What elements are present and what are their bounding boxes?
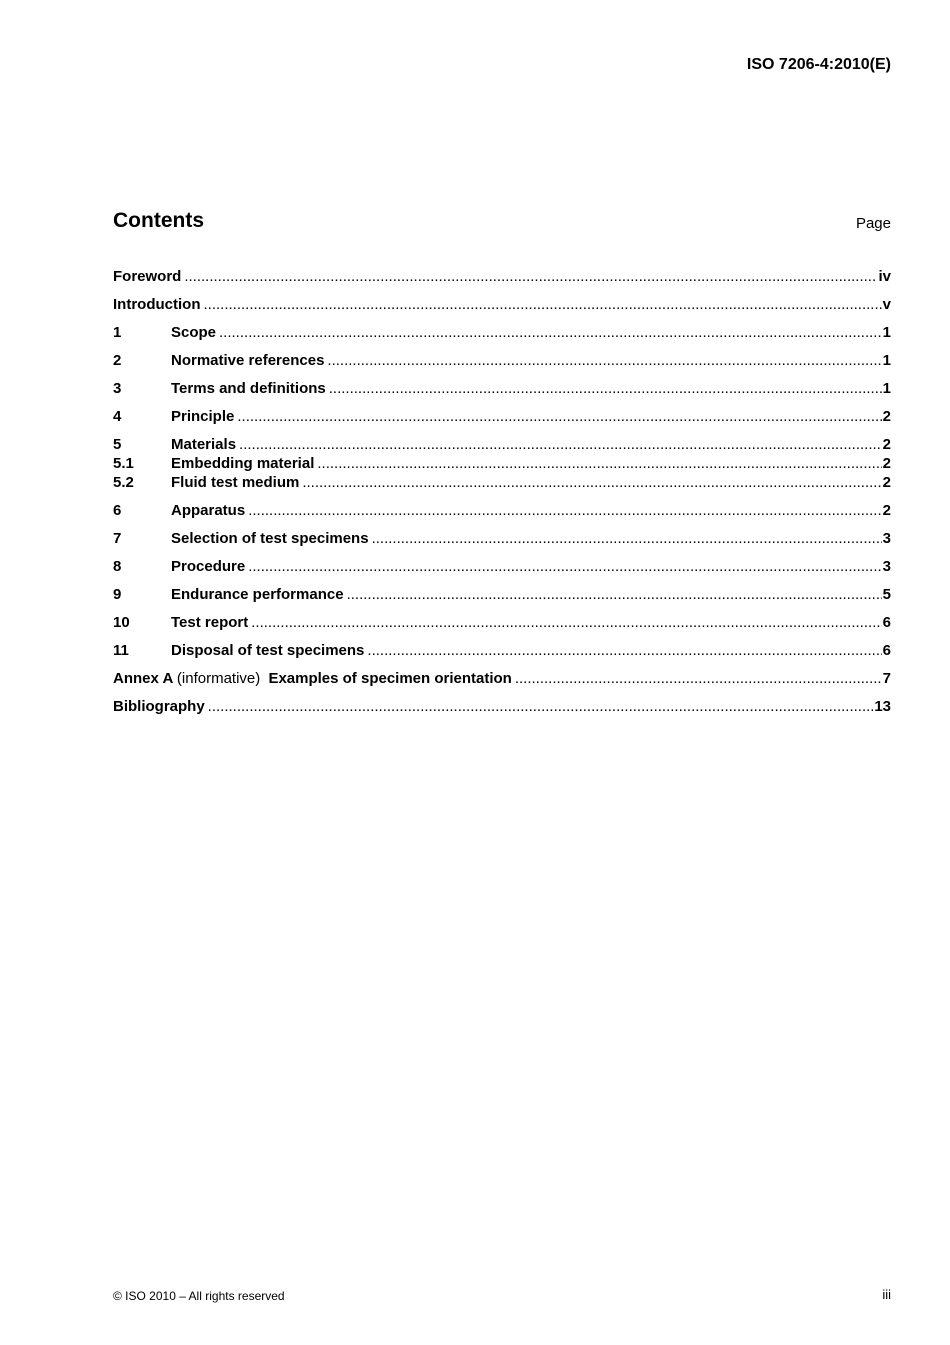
annex-label: Annex A xyxy=(113,670,173,687)
footer-page-number: iii xyxy=(882,1287,891,1302)
dot-leader xyxy=(327,352,881,369)
dot-leader xyxy=(347,586,882,603)
toc-title: Introduction xyxy=(113,296,201,313)
toc-entry-normative-references[interactable] xyxy=(113,352,891,371)
toc-entry-terms-definitions[interactable] xyxy=(113,380,891,399)
toc-number: 5 xyxy=(113,436,122,453)
table-of-contents xyxy=(113,268,891,717)
toc-number: 10 xyxy=(113,614,130,631)
toc-page: 1 xyxy=(882,352,891,369)
toc-number: 8 xyxy=(113,558,122,575)
toc-page: 13 xyxy=(874,698,891,715)
toc-page: 2 xyxy=(882,502,891,519)
dot-leader xyxy=(203,296,881,313)
toc-entry-test-report[interactable] xyxy=(113,614,891,633)
toc-page: 7 xyxy=(882,670,891,687)
toc-entry-embedding-material[interactable] xyxy=(113,455,891,474)
toc-entry-introduction[interactable] xyxy=(113,296,891,315)
toc-entry-annex-a[interactable] xyxy=(113,670,891,689)
page-column-label: Page xyxy=(855,215,891,232)
toc-title: Selection of test specimens xyxy=(171,530,369,547)
document-id: ISO 7206-4:2010(E) xyxy=(746,56,891,73)
toc-entry-apparatus[interactable] xyxy=(113,502,891,521)
toc-entry-selection-specimens[interactable] xyxy=(113,530,891,549)
toc-page: iv xyxy=(878,268,891,285)
toc-page: 2 xyxy=(882,436,891,453)
dot-leader xyxy=(208,698,874,715)
toc-title: Apparatus xyxy=(171,502,246,519)
toc-title: Foreword xyxy=(113,268,182,285)
toc-number: 3 xyxy=(113,380,122,397)
footer-copyright: © ISO 2010 – All rights reserved xyxy=(113,1289,285,1303)
toc-title: Procedure xyxy=(171,558,246,575)
toc-page: 2 xyxy=(882,474,891,491)
toc-page: 6 xyxy=(882,614,891,631)
toc-entry-fluid-test-medium[interactable] xyxy=(113,474,891,493)
toc-title xyxy=(113,670,512,687)
toc-title: Principle xyxy=(171,408,235,425)
toc-number: 5.1 xyxy=(113,455,134,472)
toc-number: 5.2 xyxy=(113,474,134,491)
dot-leader xyxy=(237,408,881,425)
toc-title: Embedding material xyxy=(171,455,315,472)
toc-entry-endurance-performance[interactable] xyxy=(113,586,891,605)
toc-page: v xyxy=(882,296,891,313)
toc-entry-foreword[interactable] xyxy=(113,268,891,287)
toc-title: Disposal of test specimens xyxy=(171,642,365,659)
contents-heading: Contents xyxy=(113,209,204,232)
toc-page: 1 xyxy=(882,324,891,341)
toc-number: 7 xyxy=(113,530,122,547)
toc-page: 6 xyxy=(882,642,891,659)
dot-leader xyxy=(219,324,882,341)
toc-number: 11 xyxy=(113,642,129,659)
dot-leader xyxy=(239,436,882,453)
dot-leader xyxy=(367,642,881,659)
dot-leader xyxy=(317,455,881,472)
toc-title: Terms and definitions xyxy=(171,380,326,397)
toc-entry-scope[interactable] xyxy=(113,324,891,343)
toc-title: Test report xyxy=(171,614,249,631)
dot-leader xyxy=(251,614,881,631)
dot-leader xyxy=(372,530,882,547)
annex-subtitle: Examples of specimen orientation xyxy=(268,670,512,687)
toc-number: 6 xyxy=(113,502,122,519)
dot-leader xyxy=(248,502,881,519)
toc-entry-procedure[interactable] xyxy=(113,558,891,577)
toc-entry-bibliography[interactable] xyxy=(113,698,891,717)
toc-title: Normative references xyxy=(171,352,325,369)
dot-leader xyxy=(184,268,877,285)
dot-leader xyxy=(248,558,881,575)
toc-page: 1 xyxy=(882,380,891,397)
toc-entry-materials[interactable] xyxy=(113,436,891,455)
toc-entry-principle[interactable] xyxy=(113,408,891,427)
annex-qualifier: (informative) xyxy=(176,670,261,687)
toc-title: Bibliography xyxy=(113,698,205,715)
toc-page: 2 xyxy=(882,408,891,425)
toc-title: Fluid test medium xyxy=(171,474,300,491)
toc-page: 5 xyxy=(882,586,891,603)
toc-title: Scope xyxy=(171,324,217,341)
toc-number: 1 xyxy=(113,324,122,341)
dot-leader xyxy=(329,380,882,397)
toc-number: 2 xyxy=(113,352,122,369)
toc-title: Endurance performance xyxy=(171,586,344,603)
toc-page: 3 xyxy=(882,558,891,575)
toc-page: 2 xyxy=(882,455,891,472)
toc-number: 4 xyxy=(113,408,122,425)
toc-entry-disposal-specimens[interactable] xyxy=(113,642,891,661)
dot-leader xyxy=(515,670,882,687)
dot-leader xyxy=(302,474,881,491)
toc-title: Materials xyxy=(171,436,237,453)
toc-page: 3 xyxy=(882,530,891,547)
toc-number: 9 xyxy=(113,586,122,603)
